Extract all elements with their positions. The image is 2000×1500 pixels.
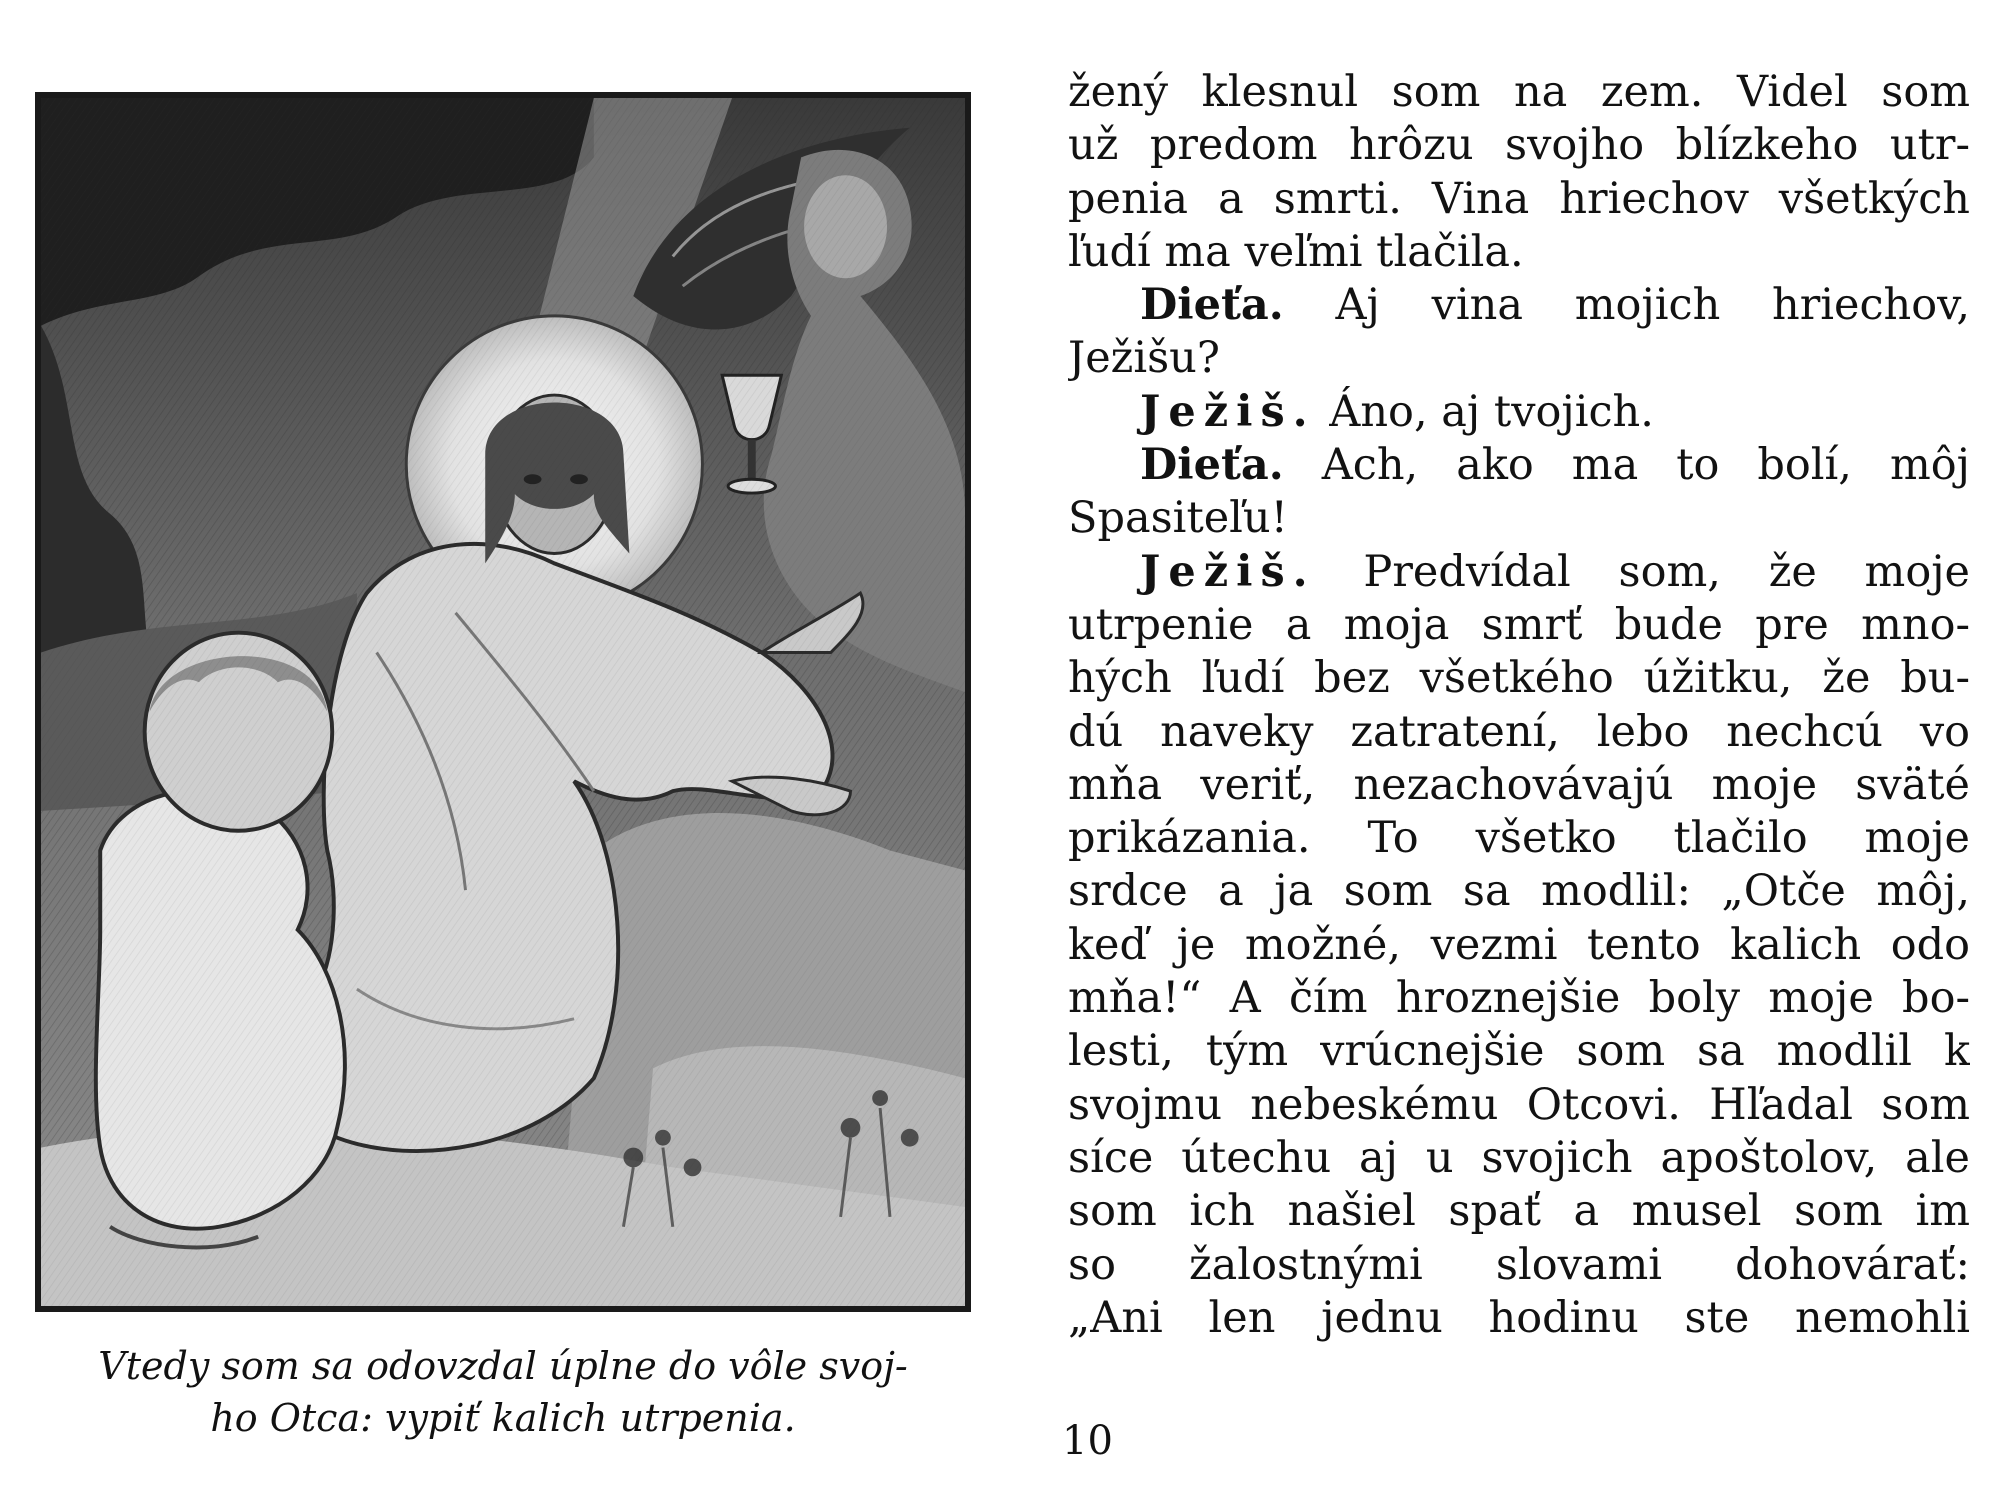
dialogue-text: Ach, ako ma to bolí, môj xyxy=(1283,440,1970,491)
dialogue-line xyxy=(1068,439,1970,492)
speaker-label: Ježiš. xyxy=(1140,546,1316,597)
dialogue-line xyxy=(1068,279,1970,332)
speaker-label: Ježiš. xyxy=(1140,386,1316,437)
body-text xyxy=(1068,66,1970,1345)
text-line: lesti, tým vrúcnejšie som sa modlil k xyxy=(1068,1026,1970,1077)
text-line: ľudí ma veľmi tlačila. xyxy=(1068,226,1524,277)
engraving-icon xyxy=(41,98,965,1306)
text-line: dú naveky zatratení, lebo nechcú vo xyxy=(1068,706,1970,757)
dialogue-line xyxy=(1068,386,1970,439)
speaker-label: Dieťa. xyxy=(1140,440,1284,491)
dialogue-text: Predvídal som, že moje xyxy=(1315,546,1970,597)
speaker-label: Dieťa. xyxy=(1140,280,1284,331)
text-line: už predom hrôzu svojho blízkeho utr- xyxy=(1068,120,1970,171)
text-line: mňa!“ A čím hroznejšie boly moje bo- xyxy=(1068,973,1970,1024)
dialogue-text: Áno, aj tvojich. xyxy=(1315,386,1654,437)
text-line: „Ani len jednu hodinu ste nemohli xyxy=(1068,1292,1970,1343)
text-line: prikázania. To všetko tlačilo moje xyxy=(1068,813,1970,864)
dialogue-line xyxy=(1068,546,1970,599)
text-line: Spasiteľu! xyxy=(1068,493,1288,544)
text-line: hých ľudí bez všetkého úžitku, že bu- xyxy=(1068,653,1970,704)
dialogue-text: Aj vina mojich hriechov, xyxy=(1283,280,1970,331)
text-line: penia a smrti. Vina hriechov všetkých xyxy=(1068,173,1970,224)
text-line: utrpenie a moja smrť bude pre mno- xyxy=(1068,599,1970,650)
caption-line-2: ho Otca: vypiť kalich utrpenia. xyxy=(210,1396,796,1440)
illustration-caption xyxy=(35,1340,971,1444)
text-line: keď je možné, vezmi tento kalich odo xyxy=(1068,919,1970,970)
text-line: som ich našiel spať a musel som im xyxy=(1068,1186,1970,1237)
text-line: žený klesnul som na zem. Videl som xyxy=(1068,67,1970,117)
text-line: mňa veriť, nezachovávajú moje sväté xyxy=(1068,759,1970,810)
text-line: Ježišu? xyxy=(1068,333,1220,384)
text-line: srdce a ja som sa modlil: „Otče môj, xyxy=(1068,866,1970,917)
illustration xyxy=(35,92,971,1312)
text-line: so žalostnými slovami dohovárať: xyxy=(1068,1239,1970,1290)
caption-line-1: Vtedy som sa odovzdal úplne do vôle svoj- xyxy=(98,1344,908,1388)
text-line: svojmu nebeskému Otcovi. Hľadal som xyxy=(1068,1079,1970,1130)
text-line: síce útechu aj u svojich apoštolov, ale xyxy=(1068,1132,1970,1183)
page-number: 10 xyxy=(1062,1418,1113,1464)
